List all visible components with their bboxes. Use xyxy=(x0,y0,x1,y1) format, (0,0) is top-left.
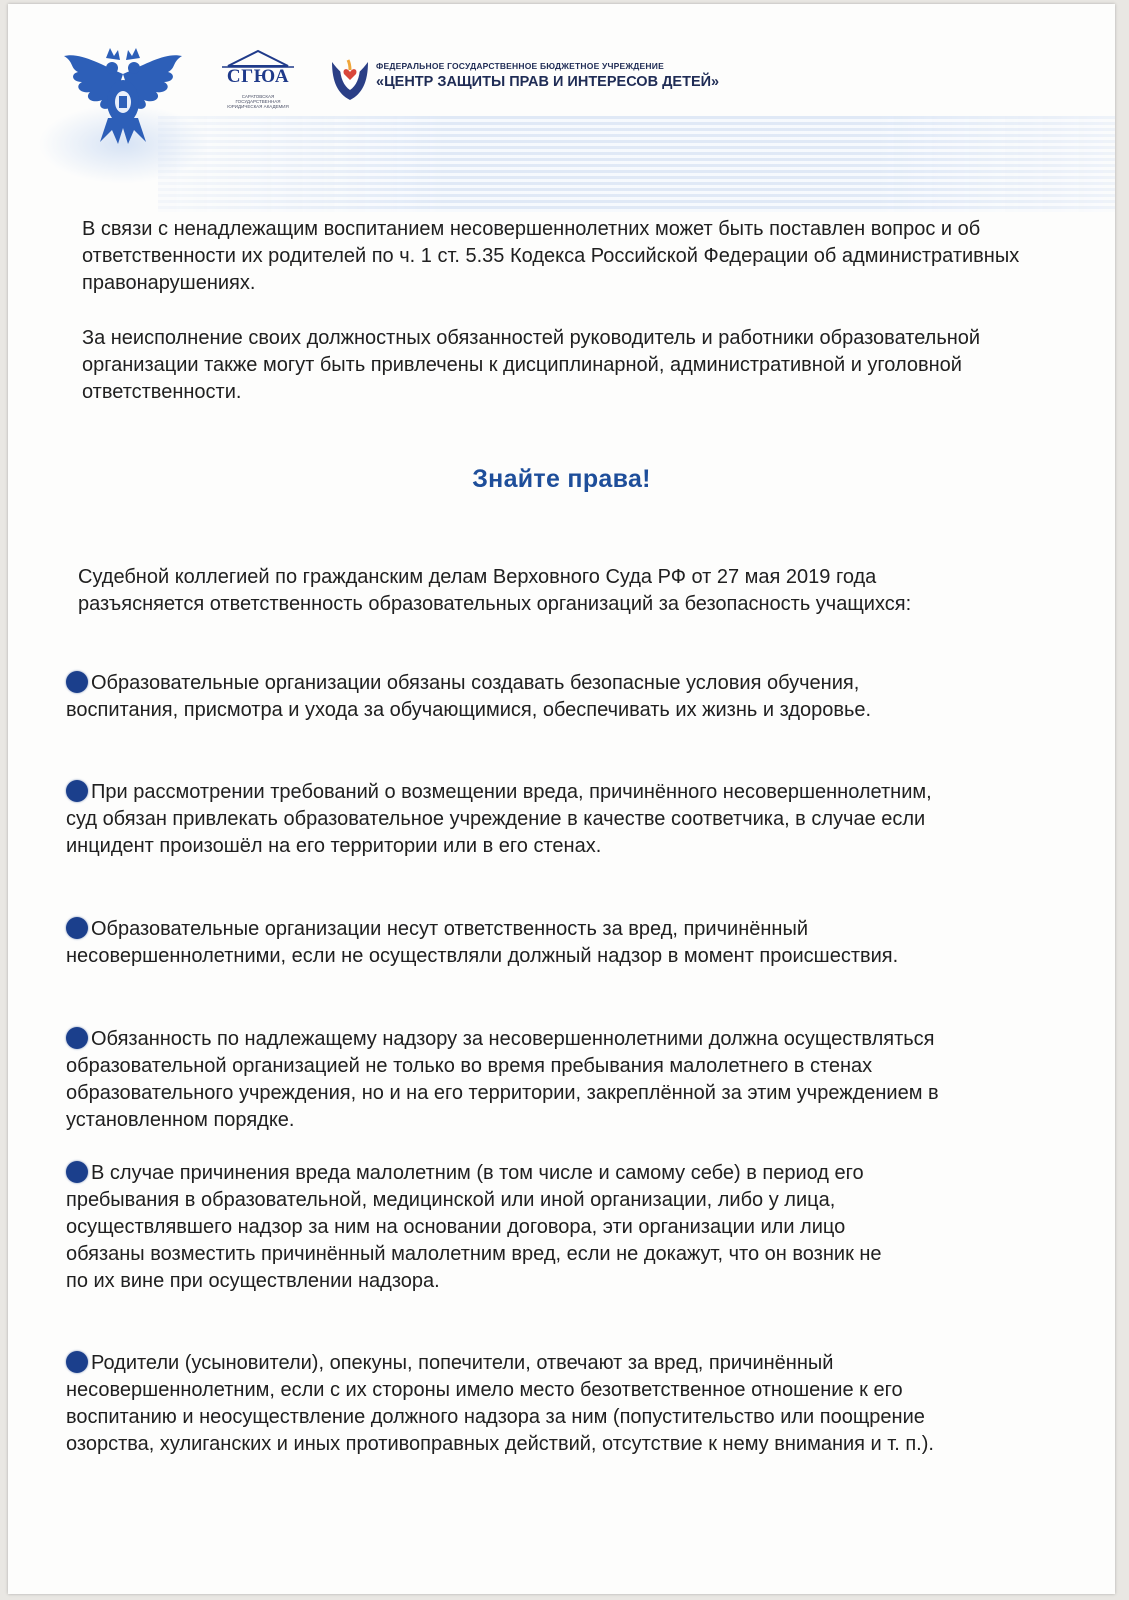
org-type: ФЕДЕРАЛЬНОЕ ГОСУДАРСТВЕННОЕ БЮДЖЕТНОЕ УЧРЕЖДЕНИЕ xyxy=(376,61,664,71)
bullet-item xyxy=(66,670,926,724)
bullet-dot-icon xyxy=(66,917,88,939)
bullet-dot-icon xyxy=(66,1161,88,1183)
intro-paragraph-1: В связи с ненадлежащим воспитанием несовершеннолетних может быть поставлен вопрос и об ответственности их родителей по ч. 1 ст. 5.35 Кодекса Российской Федерации об административных правонарушениях. xyxy=(82,218,1020,294)
bullet-dot-icon xyxy=(66,671,88,693)
intro-paragraph-2: За неисполнение своих должностных обязанностей руководитель и работники образовательной организации также могут быть привлечены к дисциплинарной, административной и уголовной ответственности. xyxy=(82,327,981,403)
bullet-text: При рассмотрении требований о возмещении вреда, причинённого несовершеннолетним, суд обязан привлекать образовательное учреждение в качестве соответчика, в случае если инцидент произошёл на его территории или в его стенах. xyxy=(66,781,932,857)
bullet-item xyxy=(66,1026,956,1134)
sgua-abbr: СГЮА xyxy=(226,66,290,87)
bullet-dot-icon xyxy=(66,780,88,802)
bullet-text: В случае причинения вреда малолетним (в том числе и самому себе) в период его пребывания в образовательной, медицинской или иной организации, либо у лица, осуществлявшего надзор за ним на основании договора, эти организации или лицо обязаны возместить причинённый малолетним вред, если не докажут, что он возник не по их вине при осуществлении надзора. xyxy=(66,1162,882,1292)
bullet-text: Обязанность по надлежащему надзору за несовершеннолетними должна осуществляться образовательной организацией не только во время пребывания малолетнего в стенах образовательного учреждения, но и на его территории, закреплённой за этим учреждением в установленном порядке. xyxy=(66,1028,939,1131)
lead-paragraph: Судебной коллегией по гражданским делам Верховного Суда РФ от 27 мая 2019 года разъясняется ответственность образовательных организаций за безопасность учащихся: xyxy=(78,566,912,615)
bullet-item xyxy=(66,779,966,860)
document-page xyxy=(8,4,1115,1594)
org-title: «ЦЕНТР ЗАЩИТЫ ПРАВ И ИНТЕРЕСОВ ДЕТЕЙ» xyxy=(376,74,720,90)
bullet-dot-icon xyxy=(66,1351,88,1373)
bullet-item xyxy=(66,1160,896,1295)
bullet-text: Родители (усыновители), опекуны, попечители, отвечают за вред, причинённый несовершеннолетним, если с их стороны имело место безответственное отношение к его воспитанию и неосуществление должного надзора за ним (попустительство или поощрение озорства, хулиганских и иных противоправных действий, отсутствие к нему внимания и т. п.). xyxy=(66,1352,934,1455)
document-body xyxy=(8,4,1115,1594)
section-heading: Знайте права! xyxy=(472,465,651,493)
bullet-text: Образовательные организации несут ответственность за вред, причинённый несовершеннолетними, если не осуществляли должный надзор в момент происшествия. xyxy=(66,918,899,967)
sgua-caption: САРАТОВСКАЯ ГОСУДАРСТВЕННАЯ ЮРИДИЧЕСКАЯ АКАДЕМИЯ xyxy=(227,94,289,109)
bullet-text: Образовательные организации обязаны создавать безопасные условия обучения, воспитания, присмотра и ухода за обучающимися, обеспечивать их жизнь и здоровье. xyxy=(66,672,872,721)
bullet-dot-icon xyxy=(66,1027,88,1049)
bullet-item xyxy=(66,1350,956,1458)
bullet-item xyxy=(66,916,956,970)
